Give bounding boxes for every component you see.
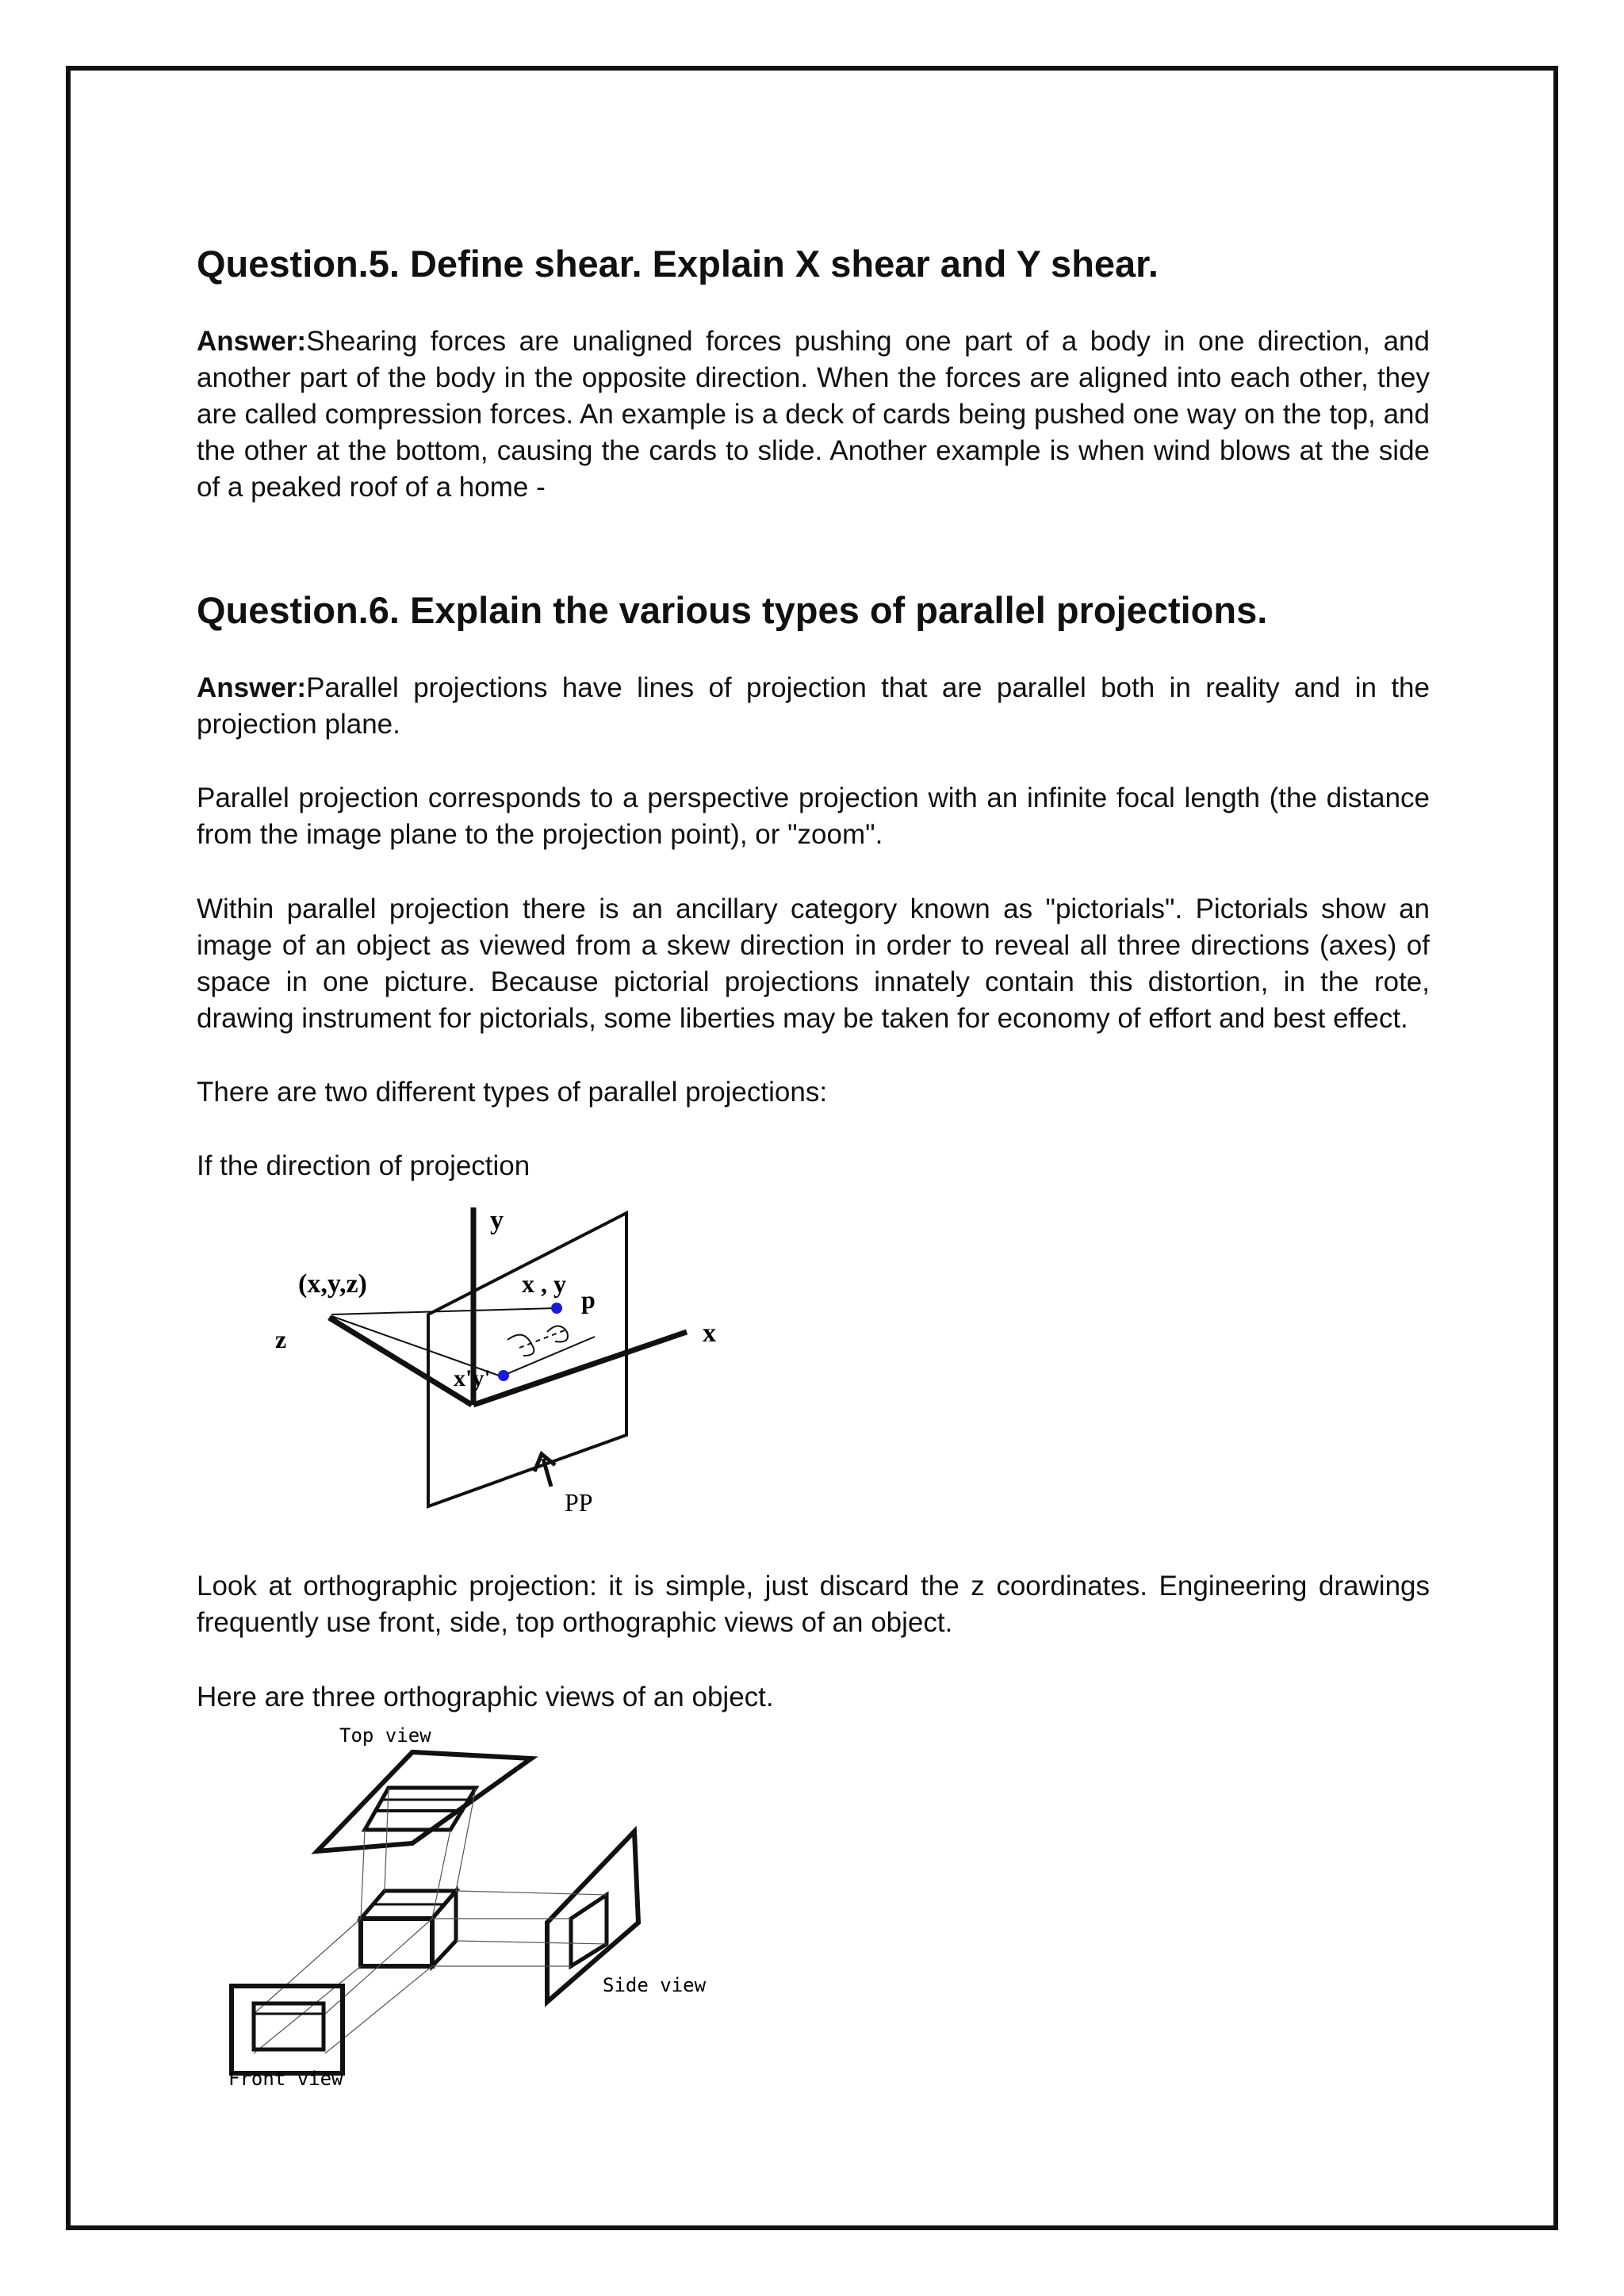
z-axis bbox=[329, 1318, 472, 1405]
paragraph-pictorials: Within parallel projection there is an ancillary category known as "pictorials". Pictorials show an image of an object as viewed from a skew direction in order to reveal all three directions (axes) of space in one picture. Because pictorial projections innately contain this distortion, in the rote, drawing instrument for pictorials, some liberties may be taken for economy of effort and best effect. bbox=[197, 894, 1430, 1034]
label-side-view: Side view bbox=[603, 1974, 707, 1996]
projected-point-top bbox=[551, 1303, 562, 1314]
answer-text: Parallel projections have lines of projection that are parallel both in reality and in the projection plane. bbox=[197, 672, 1430, 740]
label-projection-top: x , y bbox=[522, 1269, 566, 1298]
label-front-view: Front view bbox=[228, 2068, 343, 2090]
label-top-view: Top view bbox=[339, 1724, 431, 1747]
question-5-title: Question.5. Define shear. Explain X shear and Y shear. bbox=[197, 243, 1159, 285]
projected-point-bottom bbox=[498, 1370, 509, 1381]
parallel-projection-diagram bbox=[262, 1189, 737, 1530]
label-pp: PP bbox=[565, 1488, 593, 1517]
projector-line bbox=[331, 1308, 555, 1314]
projection-curve bbox=[547, 1326, 568, 1342]
object-front-face bbox=[361, 1919, 432, 1966]
question-6-answer bbox=[197, 670, 1430, 743]
paragraph-direction: If the direction of projection bbox=[197, 1150, 530, 1181]
projection-plane bbox=[428, 1213, 626, 1506]
question-6-title: Question.6. Explain the various types of parallel projections. bbox=[197, 589, 1268, 631]
question-5-answer bbox=[197, 323, 1430, 506]
projection-curve bbox=[508, 1335, 534, 1356]
front-view-box bbox=[254, 2003, 324, 2049]
answer-label: Answer: bbox=[197, 326, 307, 357]
label-z: z bbox=[275, 1325, 287, 1353]
top-view-plane bbox=[317, 1752, 531, 1851]
paragraph-focal-length: Parallel projection corresponds to a perspective projection with an infinite focal length (the distance from the image plane to the projection point), or "zoom". bbox=[197, 783, 1430, 850]
label-x: x bbox=[703, 1318, 716, 1348]
label-point: (x,y,z) bbox=[298, 1269, 367, 1299]
paragraph-two-types: There are two different types of parallel projections: bbox=[197, 1077, 828, 1108]
answer-text: Shearing forces are unaligned forces pushing one part of a body in one direction, and another part of the body in the opposite direction. When the forces are aligned into each other, they are called compression forces. An example is a deck of cards being pushed one way on the top, and the other at the bottom, causing the cards to slide. Another example is when wind blows at the side of a peaked roof of a home - bbox=[197, 326, 1430, 503]
answer-label: Answer: bbox=[197, 672, 307, 703]
label-y: y bbox=[490, 1206, 504, 1235]
label-projection-bottom: x'y' bbox=[454, 1365, 491, 1391]
projector-line bbox=[519, 1330, 565, 1348]
front-view-plane bbox=[232, 1986, 343, 2073]
paragraph-three-views: Here are three orthographic views of an object. bbox=[197, 1682, 774, 1712]
paragraph-orthographic: Look at orthographic projection: it is simple, just discard the z coordinates. Engineering drawings frequently use front, side, top orthographic views of an object. bbox=[197, 1571, 1430, 1638]
orthographic-views-diagram bbox=[214, 1720, 730, 2101]
label-p: p bbox=[581, 1285, 596, 1314]
